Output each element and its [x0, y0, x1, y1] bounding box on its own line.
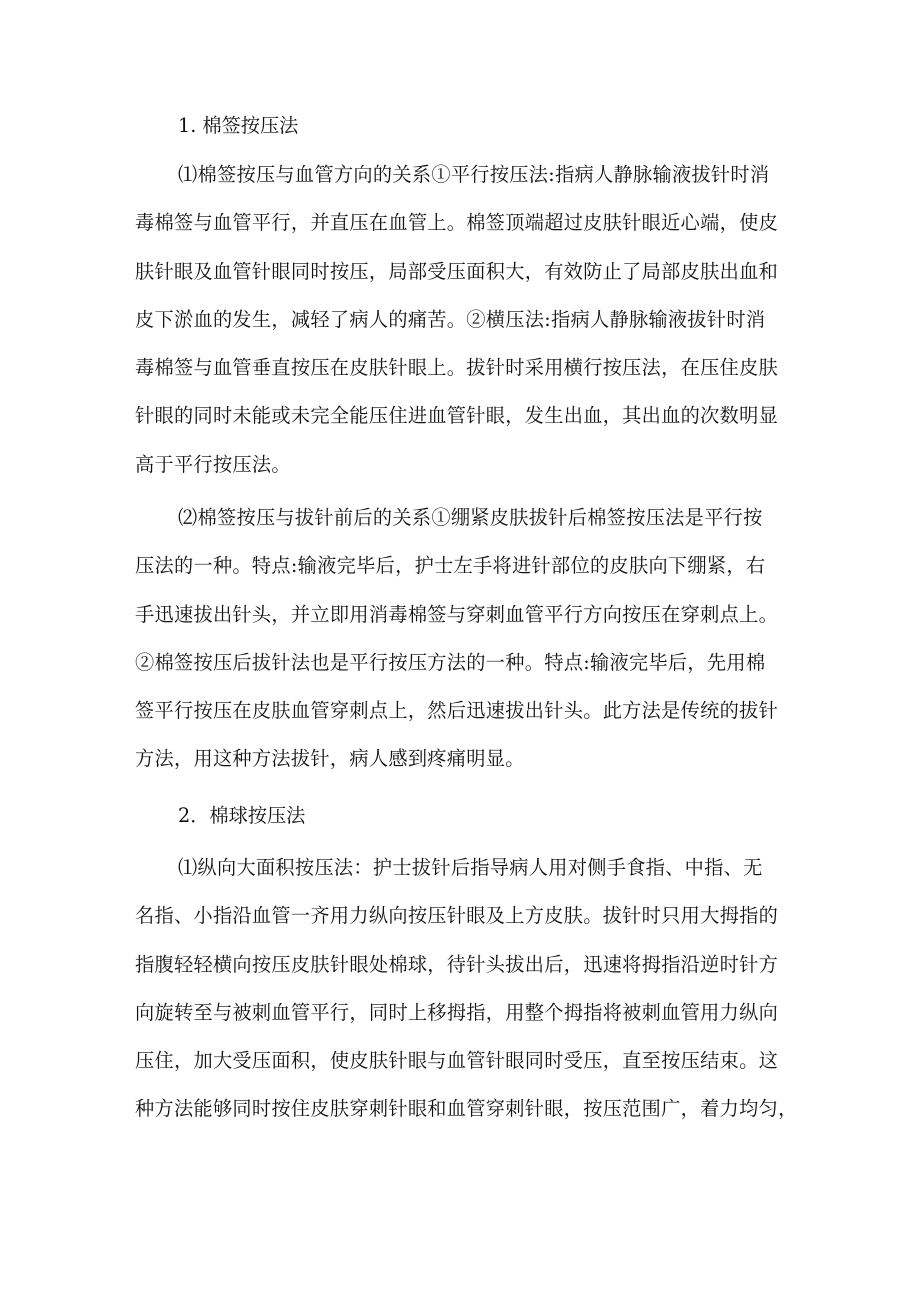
paragraph-line: 手迅速拔出针头，并立即用消毒棉签与穿刺血管平行方向按压在穿刺点上。 — [135, 602, 779, 626]
paragraph-line: ⑴棉签按压与血管方向的关系①平行按压法:指病人静脉输液拔针时消 — [178, 163, 770, 186]
paragraph-line: 种方法能够同时按住皮肤穿刺针眼和血管穿刺针眼，按压范围广，着力均匀， — [135, 1097, 798, 1121]
section-2-paragraph-1 — [135, 844, 797, 1134]
section-2-heading: 2．棉球按压法 — [178, 804, 306, 827]
paragraph-line: 毒棉签与血管平行，并直压在血管上。棉签顶端超过皮肤针眼近心端，使皮 — [135, 211, 779, 235]
paragraph-line: 高于平行按压法。 — [135, 452, 291, 476]
paragraph-line: ⑴纵向大面积按压法：护士拔针后指导病人用对侧手食指、中指、无 — [178, 856, 763, 879]
paragraph-line: ⑵棉签按压与拔针前后的关系①绷紧皮肤拔针后棉签按压法是平行按 — [178, 506, 763, 529]
paragraph-line: 毒棉签与血管垂直按压在皮肤针眼上。拔针时采用横行按压法，在压住皮肤 — [135, 356, 779, 380]
paragraph-line: 方法，用这种方法拔针，病人感到疼痛明显。 — [135, 747, 525, 771]
paragraph-line: 指腹轻轻横向按压皮肤针眼处棉球，待针头拔出后，迅速将拇指沿逆时针方 — [135, 952, 779, 976]
paragraph-line: 名指、小指沿血管一齐用力纵向按压针眼及上方皮肤。拔针时只用大拇指的 — [135, 904, 779, 928]
paragraph-line: 向旋转至与被刺血管平行，同时上移拇指，用整个拇指将被刺血管用力纵向 — [135, 1000, 779, 1024]
section-1-heading: 1. 棉签按压法 — [178, 114, 299, 137]
paragraph-line: ②棉签按压后拔针法也是平行按压方法的一种。特点:输液完毕后，先用棉 — [135, 650, 766, 674]
paragraph-line: 压法的一种。特点:输液完毕后，护士左手将进针部位的皮肤向下绷紧，右 — [135, 554, 766, 578]
paragraph-line: 压住，加大受压面积，使皮肤针眼与血管针眼同时受压，直至按压结束。这 — [135, 1049, 779, 1073]
paragraph-line: 皮下淤血的发生，减轻了病人的痛苦。②横压法:指病人静脉输液拔针时消 — [135, 307, 766, 331]
paragraph-line: 针眼的同时未能或未完全能压住进血管针眼，发生出血，其出血的次数明显 — [135, 404, 779, 428]
paragraph-line: 签平行按压在皮肤血管穿刺点上，然后迅速拔出针头。此方法是传统的拔针 — [135, 699, 779, 723]
paragraph-line: 肤针眼及血管针眼同时按压，局部受压面积大，有效防止了局部皮肤出血和 — [135, 259, 779, 283]
section-1-paragraph-2 — [135, 494, 797, 784]
section-1-paragraph-1 — [135, 151, 797, 489]
